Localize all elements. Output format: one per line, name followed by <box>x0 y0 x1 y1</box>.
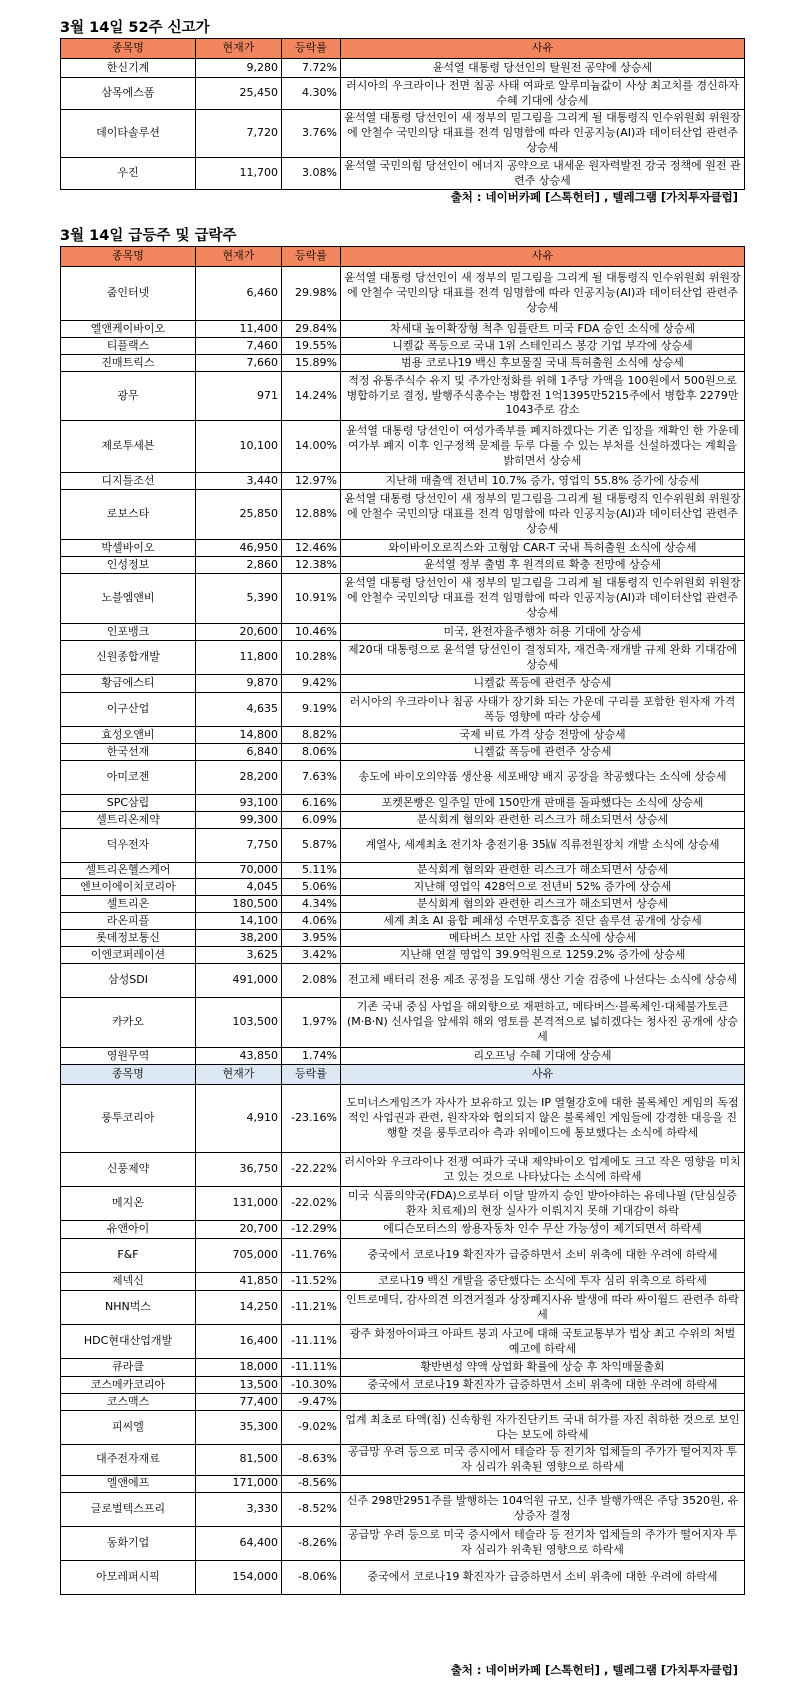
stock-reason: 업계 최초로 타액(침) 신속항원 자가진단키트 국내 허가를 자진 취하한 것으로 보인다는 보도에 하락세 <box>341 1411 745 1445</box>
stock-reason: 도미너스게임즈가 자사가 보유하고 있는 IP 열혈강호에 대한 불록체인 게임의 독점적인 사업권과 관련, 원작자와 협의되지 않은 불록체인 게임들에 강경한 대응을 진행할 것을 룽투코리아 측과 위메이드에 통보했다는 소식에 하락세 <box>341 1085 745 1153</box>
stock-name: 큐라클 <box>61 1359 196 1377</box>
stock-price: 4,635 <box>196 693 282 727</box>
stock-name: 룽투코리아 <box>61 1085 196 1153</box>
stock-change: 15.89% <box>282 355 341 372</box>
stock-reason <box>341 1394 745 1411</box>
stock-price: 154,000 <box>196 1560 282 1594</box>
stock-reason: 분식회계 혐의와 관련한 리스크가 해소되면서 상승세 <box>341 863 745 879</box>
table-row <box>61 727 745 744</box>
stock-price: 20,700 <box>196 1221 282 1239</box>
stock-reason: 니켈값 폭등에 관련주 상승세 <box>341 744 745 761</box>
table-row <box>61 1153 745 1187</box>
stock-name: 이구산업 <box>61 693 196 727</box>
table-row <box>61 1085 745 1153</box>
table-row <box>61 641 745 675</box>
stock-price: 7,460 <box>196 338 282 355</box>
source-note-2: 출처 : 네이버카페 [스톡헌터] , 텔레그램 [가치투자클럽] <box>450 1663 738 1677</box>
stock-price: 6,460 <box>196 267 282 321</box>
stock-name: 카카오 <box>61 998 196 1048</box>
stock-change: 7.72% <box>282 59 341 78</box>
stock-price: 14,800 <box>196 727 282 744</box>
stock-name: 로보스타 <box>61 490 196 540</box>
stock-reason: 윤석열 국민의힘 당선인이 에너지 공약으로 내세운 원자력발전 강국 정책에 원전 관련주 상승세 <box>341 158 745 190</box>
stock-name: 제넥신 <box>61 1273 196 1291</box>
header-name: 종목명 <box>61 1065 196 1085</box>
stock-change: 4.34% <box>282 896 341 913</box>
stock-reason: 국제 비료 가격 상승 전망에 상승세 <box>341 727 745 744</box>
stock-reason: 기존 국내 중심 사업을 해외향으로 재편하고, 메타버스·블록체인·대체불가토큰(M·B·N) 신사업을 앞세워 해외 영토를 본격적으로 넓히겠다는 청사진 공개에 상승세 <box>341 998 745 1048</box>
stock-change: 14.24% <box>282 372 341 421</box>
stock-name: 한국선재 <box>61 744 196 761</box>
stock-reason: 윤석열 대통령 당선인의 탈원전 공약에 상승세 <box>341 59 745 78</box>
stock-price: 9,280 <box>196 59 282 78</box>
stock-reason: 윤석열 대통령 당선인이 새 정부의 밑그림을 그리게 될 대통령직 인수위원회 위원장에 안철수 국민의당 대표를 전격 임명함에 따라 인공지능(AI)과 데이터산업 관련주 상승세 <box>341 490 745 540</box>
stock-change: 3.95% <box>282 930 341 947</box>
stock-name: 한신기계 <box>61 59 196 78</box>
stock-change: 7.63% <box>282 761 341 795</box>
stock-change: 12.88% <box>282 490 341 540</box>
table-row <box>61 372 745 421</box>
table-row <box>61 110 745 158</box>
table-row <box>61 795 745 812</box>
stock-name: 유앤아이 <box>61 1221 196 1239</box>
stock-price: 5,390 <box>196 574 282 624</box>
stock-price: 70,000 <box>196 863 282 879</box>
stock-change: 10.28% <box>282 641 341 675</box>
table-row <box>61 879 745 896</box>
stock-name: 엔브이에이치코리아 <box>61 879 196 896</box>
table-row <box>61 1411 745 1445</box>
stock-reason: 니켈값 폭등으로 국내 1위 스테인리스 봉강 기업 부각에 상승세 <box>341 338 745 355</box>
stock-change: -11.52% <box>282 1273 341 1291</box>
header-change: 등락률 <box>282 247 341 267</box>
stock-price: 6,840 <box>196 744 282 761</box>
stock-price: 93,100 <box>196 795 282 812</box>
stock-name: 제로투세븐 <box>61 421 196 473</box>
stock-change: -12.29% <box>282 1221 341 1239</box>
stock-reason: 분식회계 혐의와 관련한 리스크가 해소되면서 상승세 <box>341 812 745 829</box>
stock-reason: 러시아의 우크라이나 침공 사태가 장기화 되는 가운데 구리를 포함한 원자재 가격 폭등 영향에 따라 상승세 <box>341 693 745 727</box>
table-header-row <box>61 1065 745 1085</box>
stock-name: F&F <box>61 1239 196 1273</box>
stock-change: 1.74% <box>282 1048 341 1065</box>
stock-name: 신풍제약 <box>61 1153 196 1187</box>
stock-change: 6.09% <box>282 812 341 829</box>
new-high-table <box>60 38 745 190</box>
stock-change: 8.82% <box>282 727 341 744</box>
stock-price: 25,450 <box>196 78 282 110</box>
stock-reason: 제20대 대통령으로 윤석열 당선인이 결정되자, 재건축·재개발 규제 완화 기대감에 상승세 <box>341 641 745 675</box>
stock-price: 3,330 <box>196 1492 282 1526</box>
stock-reason: 중국에서 코로나19 확진자가 급증하면서 소비 위축에 대한 우려에 하락세 <box>341 1377 745 1394</box>
stock-name: 코스맥스 <box>61 1394 196 1411</box>
stock-name: 데이타솔루션 <box>61 110 196 158</box>
stock-change: 12.46% <box>282 540 341 557</box>
table-row <box>61 1048 745 1065</box>
header-reason: 사유 <box>341 1065 745 1085</box>
stock-change: 29.84% <box>282 321 341 338</box>
stock-reason: 니켈값 폭등에 관련주 상승세 <box>341 675 745 693</box>
stock-price: 43,850 <box>196 1048 282 1065</box>
stock-change: 8.06% <box>282 744 341 761</box>
table-row <box>61 557 745 574</box>
stock-price: 103,500 <box>196 998 282 1048</box>
stock-reason: 윤석열 대통령 당선인이 새 정부의 밑그림을 그리게 될 대통령직 인수위원회 위원장에 안철수 국민의당 대표를 전격 임명함에 따라 인공지능(AI)과 데이터산업 관련주 상승세 <box>341 110 745 158</box>
stock-name: 대주전자재료 <box>61 1445 196 1476</box>
stock-change: -9.02% <box>282 1411 341 1445</box>
stock-reason: 미국, 완전자율주행차 허용 기대에 상승세 <box>341 624 745 641</box>
stock-name: 삼목에스폼 <box>61 78 196 110</box>
stock-price: 64,400 <box>196 1526 282 1560</box>
stock-name: 셀트리온헬스케어 <box>61 863 196 879</box>
table-row <box>61 267 745 321</box>
stock-reason: 지난해 영업익 428억으로 전년비 52% 증가에 상승세 <box>341 879 745 896</box>
stock-price: 46,950 <box>196 540 282 557</box>
stock-price: 18,000 <box>196 1359 282 1377</box>
stock-reason: 지난해 매출액 전년비 10.7% 증가, 영업익 55.8% 증가에 상승세 <box>341 473 745 490</box>
stock-price: 171,000 <box>196 1475 282 1492</box>
stock-change: 4.30% <box>282 78 341 110</box>
stock-name: 우진 <box>61 158 196 190</box>
stock-name: 디지틀조선 <box>61 473 196 490</box>
stock-reason: 차세대 높이확장형 척추 임플란트 미국 FDA 승인 소식에 상승세 <box>341 321 745 338</box>
table-row <box>61 321 745 338</box>
stock-reason: 코로나19 백신 개발을 중단했다는 소식에 투자 심리 위축으로 하락세 <box>341 1273 745 1291</box>
stock-price: 3,625 <box>196 947 282 964</box>
section-title-movers: 3월 14일 급등주 및 급락주 <box>60 228 237 244</box>
stock-name: HDC현대산업개발 <box>61 1325 196 1359</box>
table-row <box>61 675 745 693</box>
stock-reason: 중국에서 코로나19 확진자가 급증하면서 소비 위축에 대한 우려에 하락세 <box>341 1560 745 1594</box>
stock-name: 엘앤케이바이오 <box>61 321 196 338</box>
table-row <box>61 1377 745 1394</box>
stock-name: NHN벅스 <box>61 1291 196 1325</box>
stock-price: 4,045 <box>196 879 282 896</box>
stock-reason: 공급망 우려 등으로 미국 증시에서 테슬라 등 전기차 업체들의 주가가 떨어지자 투자 심리가 위축된 영향으로 하락세 <box>341 1445 745 1476</box>
stock-reason: 메타버스 보안 사업 진출 소식에 상승세 <box>341 930 745 947</box>
table-row <box>61 1273 745 1291</box>
stock-reason: 윤석열 대통령 당선인이 여성가족부를 폐지하겠다는 기존 입장을 재확인 한 가운데 여가부 폐지 이후 인구정책 문제를 두루 다룰 수 있는 부처를 신설하겠다는 계획을 밝히면서 상승세 <box>341 421 745 473</box>
stock-price: 491,000 <box>196 964 282 998</box>
header-reason: 사유 <box>341 39 745 59</box>
stock-name: 줌인터넷 <box>61 267 196 321</box>
stock-reason <box>341 1475 745 1492</box>
stock-reason: 중국에서 코로나19 확진자가 급증하면서 소비 위축에 대한 우려에 하락세 <box>341 1239 745 1273</box>
stock-change: -8.63% <box>282 1445 341 1476</box>
stock-name: 피씨엘 <box>61 1411 196 1445</box>
stock-reason: 황반변성 약액 상업화 확률에 상승 후 차익매물출회 <box>341 1359 745 1377</box>
stock-name: SPC삼립 <box>61 795 196 812</box>
table-row <box>61 624 745 641</box>
header-change: 등락률 <box>282 1065 341 1085</box>
stock-change: -8.06% <box>282 1560 341 1594</box>
table-row <box>61 744 745 761</box>
table-row <box>61 490 745 540</box>
stock-price: 16,400 <box>196 1325 282 1359</box>
table-row <box>61 78 745 110</box>
stock-price: 14,250 <box>196 1291 282 1325</box>
table-row <box>61 540 745 557</box>
table-row <box>61 473 745 490</box>
stock-name: 코스메카코리아 <box>61 1377 196 1394</box>
stock-reason: 인트로메딕, 감사의견 의견거절과 상장폐지사유 발생에 따라 싸이월드 관련주 하락세 <box>341 1291 745 1325</box>
stock-name: 셀트리온제약 <box>61 812 196 829</box>
table-row <box>61 59 745 78</box>
table-row <box>61 1475 745 1492</box>
table-row <box>61 947 745 964</box>
stock-change: -10.30% <box>282 1377 341 1394</box>
stock-reason: 에디슨모터스의 쌍용자동차 인수 무산 가능성이 제기되면서 하락세 <box>341 1221 745 1239</box>
stock-reason: 리오프닝 수혜 기대에 상승세 <box>341 1048 745 1065</box>
header-name: 종목명 <box>61 39 196 59</box>
table-row <box>61 1239 745 1273</box>
stock-name: 삼성SDI <box>61 964 196 998</box>
stock-price: 9,870 <box>196 675 282 693</box>
stock-change: -9.47% <box>282 1394 341 1411</box>
header-name: 종목명 <box>61 247 196 267</box>
stock-price: 4,910 <box>196 1085 282 1153</box>
stock-price: 7,720 <box>196 110 282 158</box>
table-row <box>61 1526 745 1560</box>
stock-name: 박셀바이오 <box>61 540 196 557</box>
stock-change: 4.06% <box>282 913 341 930</box>
table-row <box>61 1394 745 1411</box>
stock-change: 14.00% <box>282 421 341 473</box>
stock-price: 25,850 <box>196 490 282 540</box>
table-row <box>61 896 745 913</box>
stock-change: -8.52% <box>282 1492 341 1526</box>
stock-price: 131,000 <box>196 1187 282 1221</box>
stock-change: 12.97% <box>282 473 341 490</box>
stock-price: 11,700 <box>196 158 282 190</box>
stock-reason: 분식회계 혐의와 관련한 리스크가 해소되면서 상승세 <box>341 896 745 913</box>
stock-price: 3,440 <box>196 473 282 490</box>
stock-price: 20,600 <box>196 624 282 641</box>
stock-price: 2,860 <box>196 557 282 574</box>
stock-name: 영원무역 <box>61 1048 196 1065</box>
header-change: 등락률 <box>282 39 341 59</box>
table-row <box>61 1359 745 1377</box>
stock-reason: 포켓몬빵은 일주일 만에 150만개 판매를 돌파했다는 소식에 상승세 <box>341 795 745 812</box>
stock-reason: 윤석열 정부 출범 후 원격의료 확충 전망에 상승세 <box>341 557 745 574</box>
stock-price: 99,300 <box>196 812 282 829</box>
stock-price: 77,400 <box>196 1394 282 1411</box>
stock-price: 971 <box>196 372 282 421</box>
header-price: 현재가 <box>196 1065 282 1085</box>
stock-change: 3.08% <box>282 158 341 190</box>
stock-name: 광무 <box>61 372 196 421</box>
table-row <box>61 964 745 998</box>
stock-name: 티플랙스 <box>61 338 196 355</box>
table-row <box>61 812 745 829</box>
stock-change: 6.16% <box>282 795 341 812</box>
stock-change: 5.11% <box>282 863 341 879</box>
stock-name: 노블엠앤비 <box>61 574 196 624</box>
stock-reason: 러시아의 우크라이나 전면 침공 사태 여파로 알루미늄값이 사상 최고치를 경신하자 수혜 기대에 상승세 <box>341 78 745 110</box>
table-row <box>61 158 745 190</box>
stock-reason: 윤석열 대통령 당선인이 새 정부의 밑그림을 그리게 될 대통령직 인수위원회 위원장에 안철수 국민의당 대표를 전격 임명함에 따라 인공지능(AI)과 데이터산업 관련주 상승세 <box>341 267 745 321</box>
table-row <box>61 930 745 947</box>
stock-reason: 와이바이오로직스와 고형암 CAR-T 국내 특허출원 소식에 상승세 <box>341 540 745 557</box>
stock-reason: 세계 최초 AI 융합 폐쇄성 수면무호흡증 진단 솔루션 공개에 상승세 <box>341 913 745 930</box>
stock-name: 롯데정보통신 <box>61 930 196 947</box>
stock-price: 705,000 <box>196 1239 282 1273</box>
stock-name: 라온피플 <box>61 913 196 930</box>
stock-name: 신원종합개발 <box>61 641 196 675</box>
stock-name: 덕우전자 <box>61 829 196 863</box>
stock-price: 28,200 <box>196 761 282 795</box>
stock-price: 13,500 <box>196 1377 282 1394</box>
stock-name: 인포뱅크 <box>61 624 196 641</box>
stock-change: -11.76% <box>282 1239 341 1273</box>
header-price: 현재가 <box>196 247 282 267</box>
stock-change: 1.97% <box>282 998 341 1048</box>
stock-price: 81,500 <box>196 1445 282 1476</box>
stock-change: 5.87% <box>282 829 341 863</box>
stock-price: 35,300 <box>196 1411 282 1445</box>
stock-change: 29.98% <box>282 267 341 321</box>
stock-reason: 러시아와 우크라이나 전쟁 여파가 국내 제약바이오 업계에도 크고 작은 영향을 미치고 있는 것으로 나타났다는 소식에 하락세 <box>341 1153 745 1187</box>
stock-reason: 공급망 우려 등으로 미국 증시에서 테슬라 등 전기차 업체들의 주가가 떨어지자 투자 심리가 위축된 영향으로 하락세 <box>341 1526 745 1560</box>
header-price: 현재가 <box>196 39 282 59</box>
stock-change: 2.08% <box>282 964 341 998</box>
stock-name: 아미코젠 <box>61 761 196 795</box>
stock-change: -11.21% <box>282 1291 341 1325</box>
table-row <box>61 693 745 727</box>
stock-price: 7,750 <box>196 829 282 863</box>
stock-price: 38,200 <box>196 930 282 947</box>
stock-price: 11,400 <box>196 321 282 338</box>
stock-change: 12.38% <box>282 557 341 574</box>
table-row <box>61 1560 745 1594</box>
stock-reason: 전고체 배터리 전용 제조 공정을 도입해 생산 기술 검증에 나선다는 소식에 상승세 <box>341 964 745 998</box>
stock-reason: 적정 유통주식수 유지 및 주가안정화를 위해 1주당 가액을 100원에서 500원으로 병합하기로 결정, 발행주식총수는 병합전 1억1395만5215주에서 병합후 2279만1043주로 감소 <box>341 372 745 421</box>
stock-change: -11.11% <box>282 1359 341 1377</box>
stock-change: -8.56% <box>282 1475 341 1492</box>
table-row <box>61 998 745 1048</box>
stock-price: 41,850 <box>196 1273 282 1291</box>
stock-change: -8.26% <box>282 1526 341 1560</box>
table-row <box>61 1221 745 1239</box>
stock-name: 동화기업 <box>61 1526 196 1560</box>
table-row <box>61 1492 745 1526</box>
table-row <box>61 863 745 879</box>
header-reason: 사유 <box>341 247 745 267</box>
table-row <box>61 1325 745 1359</box>
stock-change: -23.16% <box>282 1085 341 1153</box>
stock-reason: 신주 298만2951주를 발행하는 104억원 규모, 신주 발행가액은 주당 3520원, 유상증자 결정 <box>341 1492 745 1526</box>
stock-reason: 미국 식품의약국(FDA)으로부터 이달 말까지 승인 받아야하는 유데나필 (단심실증환자 치료제)의 현장 실사가 이뤄지지 못해 기대감이 하락 <box>341 1187 745 1221</box>
stock-change: 3.76% <box>282 110 341 158</box>
table-header-row <box>61 39 745 59</box>
table-row <box>61 913 745 930</box>
stock-name: 황금에스티 <box>61 675 196 693</box>
stock-change: 10.91% <box>282 574 341 624</box>
stock-name: 메지온 <box>61 1187 196 1221</box>
table-row <box>61 421 745 473</box>
table-row <box>61 829 745 863</box>
table-row <box>61 338 745 355</box>
stock-change: -22.22% <box>282 1153 341 1187</box>
stock-name: 셀트리온 <box>61 896 196 913</box>
stock-reason: 범용 코로나19 백신 후보물질 국내 특허출원 소식에 상승세 <box>341 355 745 372</box>
stock-name: 인성정보 <box>61 557 196 574</box>
stock-change: 5.06% <box>282 879 341 896</box>
stock-reason: 계열사, 세계최초 전기차 충전기용 35㎾ 직류전원장치 개발 소식에 상승세 <box>341 829 745 863</box>
stock-reason: 윤석열 대통령 당선인이 새 정부의 밑그림을 그리게 될 대통령직 인수위원회 위원장에 안철수 국민의당 대표를 전격 임명함에 따라 인공지능(AI)과 데이터산업 관련주 상승세 <box>341 574 745 624</box>
stock-change: 3.42% <box>282 947 341 964</box>
stock-change: 9.19% <box>282 693 341 727</box>
table-row <box>61 355 745 372</box>
table-row <box>61 1445 745 1476</box>
stock-name: 진매트릭스 <box>61 355 196 372</box>
stock-name: 아모레퍼시픽 <box>61 1560 196 1594</box>
stock-price: 7,660 <box>196 355 282 372</box>
table-row <box>61 574 745 624</box>
stock-change: -11.11% <box>282 1325 341 1359</box>
table-header-row <box>61 247 745 267</box>
table-row <box>61 1187 745 1221</box>
stock-name: 엘앤에프 <box>61 1475 196 1492</box>
stock-reason: 송도에 바이오의약품 생산용 세포배양 배지 공장을 착공했다는 소식에 상승세 <box>341 761 745 795</box>
source-note-1: 출처 : 네이버카페 [스톡헌터] , 텔레그램 [가치투자클럽] <box>450 190 738 204</box>
table-row <box>61 761 745 795</box>
stock-change: 9.42% <box>282 675 341 693</box>
stock-reason: 광주 화정아이파크 아파트 붕괴 사고에 대해 국토교통부가 법상 최고 수위의 처벌 예고에 하락세 <box>341 1325 745 1359</box>
stock-name: 글로벌텍스프리 <box>61 1492 196 1526</box>
stock-change: -22.02% <box>282 1187 341 1221</box>
stock-price: 36,750 <box>196 1153 282 1187</box>
stock-price: 180,500 <box>196 896 282 913</box>
stock-price: 14,100 <box>196 913 282 930</box>
stock-change: 10.46% <box>282 624 341 641</box>
stock-name: 효성오앤비 <box>61 727 196 744</box>
section-title-new-high: 3월 14일 52주 신고가 <box>60 20 210 36</box>
movers-table <box>60 246 745 1595</box>
stock-name: 이엔코퍼레이션 <box>61 947 196 964</box>
stock-price: 10,100 <box>196 421 282 473</box>
table-row <box>61 1291 745 1325</box>
stock-price: 11,800 <box>196 641 282 675</box>
stock-change: 19.55% <box>282 338 341 355</box>
stock-reason: 지난해 연결 영업익 39.9억원으로 1259.2% 증가에 상승세 <box>341 947 745 964</box>
